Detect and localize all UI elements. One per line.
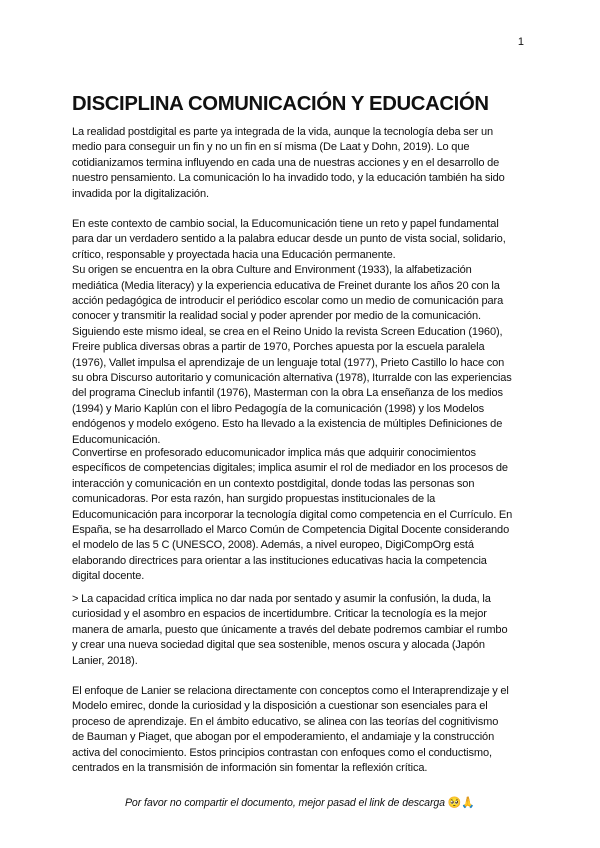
paragraph-line: El enfoque de Lanier se relaciona directamente con conceptos como el Interaprendizaje y el bbox=[72, 685, 509, 697]
paragraph-line: centrados en la transmisión de información sin fomentar la reflexión crítica. bbox=[72, 762, 428, 775]
paragraph-line: Siguiendo este mismo ideal, se crea en el Reino Unido la revista Screen Education (1960), bbox=[72, 325, 503, 338]
pleading-praying-emoji-icon: 🥺🙏 bbox=[447, 797, 476, 809]
paragraph-line: específicos de competencias digitales; implica asumir el rol de mediador en los procesos de bbox=[72, 462, 508, 475]
paragraph-line: elaborando directrices para orientar a las instituciones educativas hacia la competencia bbox=[72, 554, 487, 567]
paragraph-line: digital docente. bbox=[72, 570, 145, 583]
paragraph-3 bbox=[72, 446, 532, 585]
paragraph-line: y crear una nueva sociedad digital que sea sostenible, menos oscura y alocada (Japón bbox=[72, 639, 485, 652]
paragraph-line: España, se ha desarrollado el Marco Común de Competencia Digital Docente considerando bbox=[72, 524, 510, 537]
paragraph-line: Modelo emirec, donde la curiosidad y la disposición a cuestionar son esenciales para el bbox=[72, 700, 488, 713]
paragraph-1 bbox=[72, 125, 532, 202]
paragraph-line: Su origen se encuentra en la obra Culture and Environment (1933), la alfabetización bbox=[72, 264, 472, 277]
paragraph-line: crítico, responsable y proyectada hacia una Educación permanente. bbox=[72, 248, 396, 261]
paragraph-line: (1994) y Mario Kaplún con el libro Pedagogía de la comunicación (1998) y los Modelos bbox=[72, 402, 485, 415]
document-title: DISCIPLINA COMUNICACIÓN Y EDUCACIÓN bbox=[72, 93, 489, 115]
paragraph-line: > La capacidad crítica implica no dar nada por sentado y asumir la confusión, la duda, la bbox=[72, 593, 491, 605]
page-number: 1 bbox=[517, 36, 524, 48]
paragraph-line: invadida por la digitalización. bbox=[72, 187, 209, 200]
paragraph-5 bbox=[72, 684, 532, 776]
paragraph-line: nuestro pensamiento. La comunicación lo ha invadido todo, y la educación también ha sido bbox=[72, 172, 505, 185]
paragraph-line: mediática (Media literacy) y la experiencia educativa de Freinet durante los años 20 con la bbox=[72, 279, 500, 292]
paragraph-line: La realidad postdigital es parte ya integrada de la vida, aunque la tecnología deba ser un bbox=[72, 126, 494, 138]
paragraph-line: Educomunicación. bbox=[72, 433, 161, 446]
paragraph-line: Lanier, 2018). bbox=[72, 654, 138, 667]
paragraph-line: proceso de aprendizaje. En el ámbito educativo, se alinea con las teorías del cognitivismo bbox=[72, 715, 499, 728]
paragraph-line: el modelo de las 5 C (UNESCO, 2008). Además, a nivel europeo, DigiCompOrg está bbox=[72, 539, 474, 552]
paragraph-line: interacción y comunicación en un contexto postdigital, donde todas las personas son bbox=[72, 477, 475, 490]
paragraph-line: cotidianizamos termina influyendo en cada una de nuestras acciones y en el desarrollo de bbox=[72, 156, 500, 169]
paragraph-line: Freire publica diversas obras a partir de 1970, Porches apuesta por la escuela paralela bbox=[72, 341, 485, 354]
footer-text: Por favor no compartir el documento, mejor pasad el link de descarga bbox=[124, 797, 445, 809]
paragraph-2 bbox=[72, 217, 532, 448]
paragraph-line: medio para conseguir un fin y no un fin en sí misma (De Laat y Dohn, 2019). Lo que bbox=[72, 141, 470, 154]
paragraph-4-quote bbox=[72, 592, 532, 669]
paragraph-line: del programa Cineclub infantil (1976), Masterman con la obra La enseñanza de los medios bbox=[72, 387, 503, 400]
paragraph-line: de Bauman y Piaget, que abogan por el empoderamiento, el andamiaje y la construcción bbox=[72, 731, 495, 744]
paragraph-line: En este contexto de cambio social, la Educomunicación tiene un reto y papel fundamental bbox=[72, 218, 499, 230]
paragraph-line: endógenos y modelo exógeno. Esto ha llevado a la existencia de múltiples Definiciones de bbox=[72, 418, 503, 431]
paragraph-line: manera de amarla, puesto que únicamente a través del debate podremos cambiar el rumbo bbox=[72, 623, 508, 636]
paragraph-line: su obra Discurso autoritario y comunicación alternativa (1978), Iturralde con las experiencias bbox=[72, 372, 512, 385]
paragraph-line: Convertirse en profesorado educomunicador implica más que adquirir conocimientos bbox=[72, 447, 476, 459]
paragraph-line: curiosidad y el asombro en espacios de incertidumbre. Criticar la tecnología es la mejor bbox=[72, 608, 487, 621]
footer-note bbox=[60, 796, 540, 809]
paragraph-line: conocer y transmitir la realidad social y poder aprender por medio de la comunicación. bbox=[72, 310, 481, 323]
paragraph-line: activa del conocimiento. Estos principios contrastan con enfoques como el conductismo, bbox=[72, 746, 492, 759]
paragraph-line: acción pedagógica de introducir el periódico escolar como un medio de comunicación para bbox=[72, 295, 504, 308]
paragraph-line: para dar un verdadero sentido a la palabra educar desde un punto de vista social, solidario, bbox=[72, 233, 506, 246]
paragraph-line: (1976), Vallet impulsa el aprendizaje de un lenguaje total (1977), Prieto Castillo lo hace con bbox=[72, 356, 505, 369]
paragraph-line: comunicadoras. Por esta razón, han surgido propuestas institucionales de la bbox=[72, 493, 436, 506]
paragraph-line: Educomunicación para incorporar la tecnología digital como competencia en el Currículo. En bbox=[72, 508, 513, 521]
